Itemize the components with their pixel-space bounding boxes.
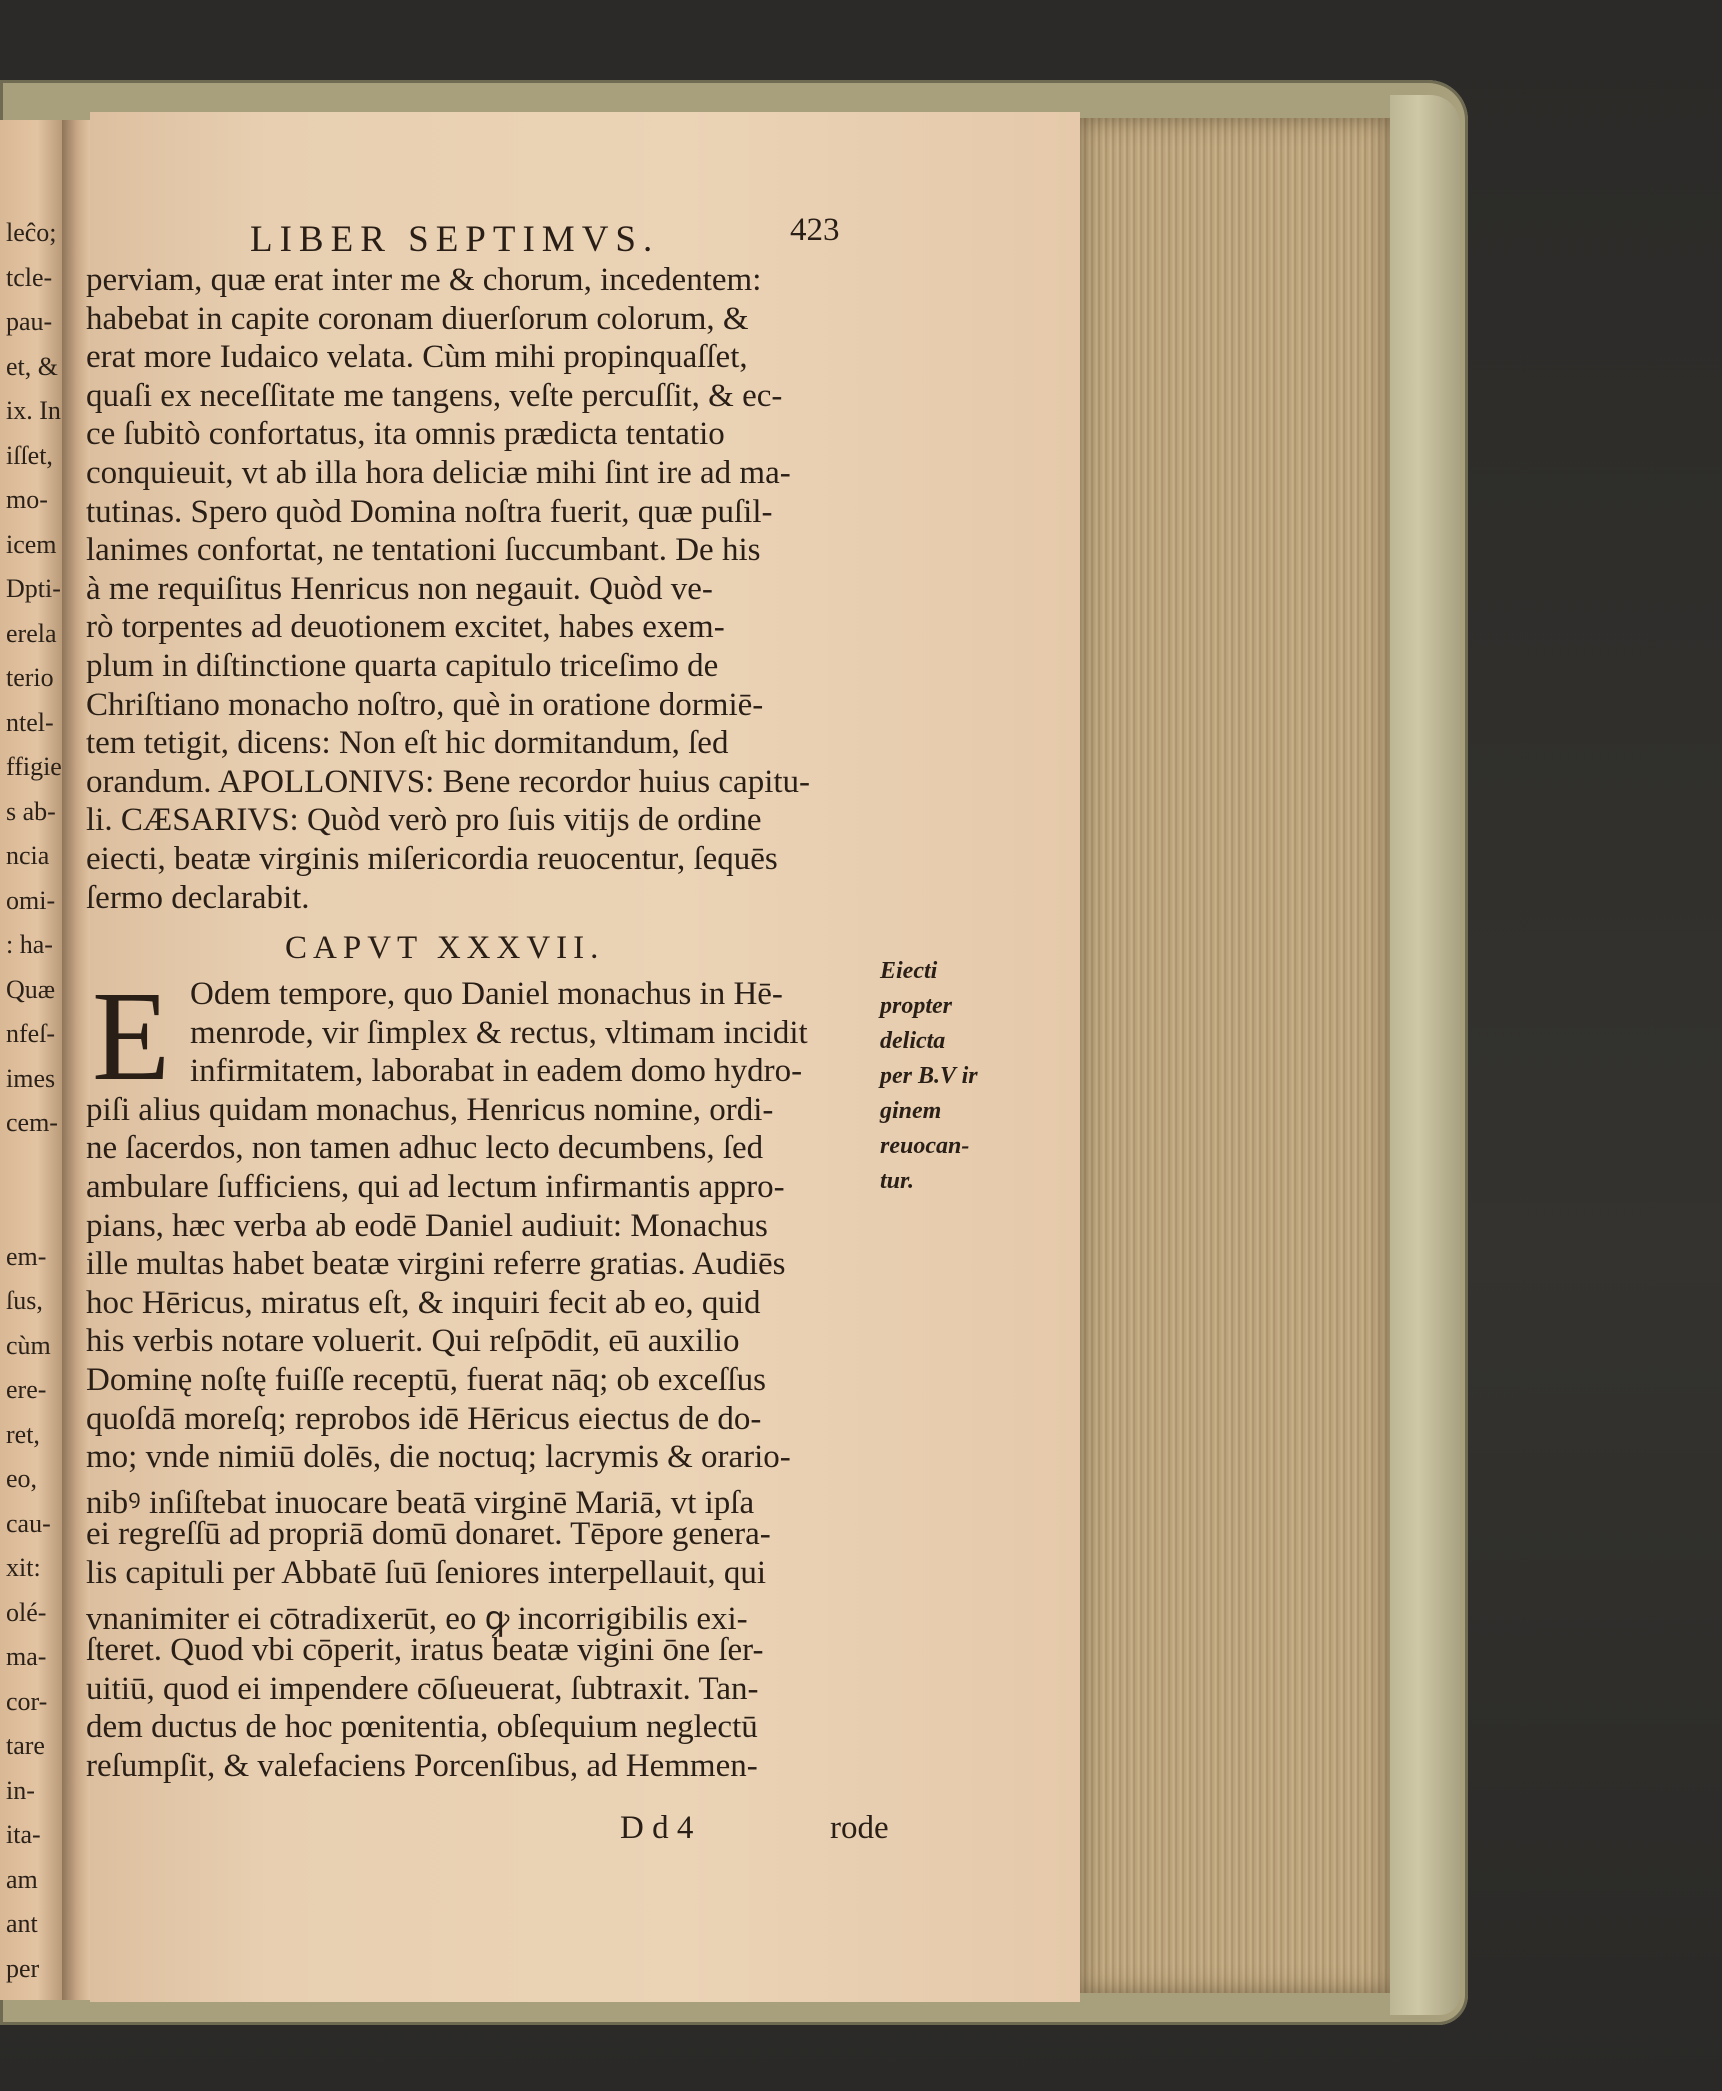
chapter-line: lis capituli per Abbatē ſuū ſeniores interpellauit, qui xyxy=(86,1555,766,1591)
chapter-heading: CAPVT XXXVII. xyxy=(285,930,605,966)
left-page-line: ere- xyxy=(6,1375,47,1404)
chapter-line: ei regreſſū ad propriā domū donaret. Tēpore genera- xyxy=(86,1516,771,1553)
marginal-note-line: reuocan- xyxy=(880,1133,970,1159)
left-page-line: ncia xyxy=(6,841,50,870)
chapter-line: his verbis notare voluerit. Qui reſpōdit, eū auxilio xyxy=(86,1323,740,1360)
left-page-line: icem xyxy=(6,529,57,559)
left-page-line: ffigie xyxy=(6,752,62,781)
left-page-line: Quæ xyxy=(6,974,56,1004)
chapter-line: vnanimiter ei cōtradixerūt, eo ꝙ incorrigibilis exi- xyxy=(86,1600,748,1637)
chapter-line: uitiū, quod ei impendere cōſueuerat, ſubtraxit. Tan- xyxy=(86,1670,759,1707)
left-page-line: leĉo; xyxy=(6,218,57,247)
drop-cap: E xyxy=(92,965,171,1107)
left-page-line: imes xyxy=(6,1063,56,1093)
chapter-line: menrode, vir ſimplex & rectus, vltimam incidit xyxy=(190,1014,808,1051)
left-page-line: olé- xyxy=(6,1597,47,1627)
left-page-line: ſus, xyxy=(6,1286,43,1315)
left-page-line: am xyxy=(6,1864,38,1894)
left-page-line: mo- xyxy=(6,485,48,514)
marginal-note-line: tur. xyxy=(880,1168,915,1194)
marginal-note-line: per B.V ir xyxy=(880,1063,978,1089)
left-page-line: ret, xyxy=(6,1419,40,1449)
body-line: lanimes confortat, ne tentationi ſuccumbant. De his xyxy=(86,532,761,569)
left-page-line: eo, xyxy=(6,1464,38,1493)
marginal-note-line: ginem xyxy=(880,1098,942,1124)
chapter-line: ne ſacerdos, non tamen adhuc lecto decumbens, ſed xyxy=(86,1130,764,1167)
chapter-line: dem ductus de hoc pœnitentia, obſequium neglectū xyxy=(86,1709,758,1746)
left-page-line: ix. In xyxy=(6,396,61,425)
left-page-line: erela xyxy=(6,618,57,648)
left-page-line: terio xyxy=(6,663,54,692)
left-page xyxy=(0,120,65,2000)
body-line: orandum. APOLLONIVS: Bene recordor huius capitu- xyxy=(86,763,811,800)
running-header: LIBER SEPTIMVS. xyxy=(250,219,660,260)
signature-mark: D d 4 xyxy=(620,1810,694,1846)
body-line: plum in diſtinctione quarta capitulo triceſimo de xyxy=(86,648,719,684)
body-line: tutinas. Spero quòd Domina noſtra fuerit, quæ puſil- xyxy=(86,493,773,530)
left-page-line: cem- xyxy=(6,1108,58,1137)
marginal-note-line: propter xyxy=(880,993,952,1019)
left-page-line: xit: xyxy=(6,1553,41,1582)
left-page-line: ma- xyxy=(6,1642,47,1671)
catchword: rode xyxy=(830,1810,889,1846)
body-line: à me requiſitus Henricus non negauit. Quòd ve- xyxy=(86,570,713,607)
chapter-line: infirmitatem, laborabat in eadem domo hydro- xyxy=(190,1053,803,1090)
body-line: eiecti, beatæ virginis miſericordia reuocentur, ſequēs xyxy=(86,841,778,877)
body-line: Chriſtiano monacho noſtro, què in oratione dormiē- xyxy=(86,686,764,723)
left-page-line: per xyxy=(6,1953,40,1983)
chapter-line: mo; vnde nimiū dolēs, die noctuq; lacrymis & orario- xyxy=(86,1439,791,1476)
body-line: quaſi ex neceſſitate me tangens, veſte percuſſit, & ec- xyxy=(86,377,783,414)
body-line: tem tetigit, dicens: Non eſt hic dormitandum, ſed xyxy=(86,725,729,762)
page-number: 423 xyxy=(790,212,840,248)
left-page-line: ntel- xyxy=(6,707,54,737)
body-line: habebat in capite coronam diuerſorum colorum, & xyxy=(86,300,749,337)
left-page-line: in- xyxy=(6,1775,35,1805)
left-page-line: cùm xyxy=(6,1330,51,1360)
chapter-line: quoſdā moreſq; reprobos idē Hēricus eiectus de do- xyxy=(86,1400,762,1437)
page-edges xyxy=(1080,118,1390,1993)
chapter-line: Dominę noſtę fuiſſe receptū, fuerat nāq; ob exceſſus xyxy=(86,1362,766,1398)
left-page-line: ant xyxy=(6,1909,38,1938)
chapter-line: ſteret. Quod vbi cōperit, iratus beatæ vigini ōne ſer- xyxy=(86,1632,764,1669)
left-page-line: em- xyxy=(6,1241,47,1271)
left-page-line: tcle- xyxy=(6,262,53,292)
left-page-line: iſſet, xyxy=(6,440,53,470)
chapter-line: ille multas habet beatæ virgini referre gratias. Audiēs xyxy=(86,1246,786,1283)
left-page-line: omi- xyxy=(6,885,56,915)
chapter-line: nibꝰ inſiſtebat inuocare beatā virginē Mariā, vt ipſa xyxy=(86,1484,755,1521)
left-page-line: tare xyxy=(6,1731,45,1760)
chapter-line: hoc Hēricus, miratus eſt, & inquiri fecit ab eo, quid xyxy=(86,1284,761,1321)
left-page-line: pau- xyxy=(6,307,53,336)
chapter-line: pians, hæc verba ab eodē Daniel audiuit: Monachus xyxy=(86,1207,768,1244)
left-page-line: nfeſ- xyxy=(6,1019,56,1048)
body-line: conquieuit, vt ab illa hora deliciæ mihi ſint ire ad ma- xyxy=(86,455,791,491)
left-page-line: Dpti- xyxy=(6,574,61,603)
body-line: erat more Iudaico velata. Cùm mihi propinquaſſet, xyxy=(86,339,748,376)
body-line: perviam, quæ erat inter me & chorum, incedentem: xyxy=(86,262,762,298)
left-page-line: cor- xyxy=(6,1686,48,1716)
body-line: li. CÆSARIVS: Quòd verò pro ſuis vitijs de ordine xyxy=(86,802,762,839)
left-page-line: s ab- xyxy=(6,796,56,826)
body-line: rò torpentes ad deuotionem excitet, habes exem- xyxy=(86,609,725,646)
chapter-line: reſumpſit, & valefaciens Porcenſibus, ad Hemmen- xyxy=(86,1748,758,1784)
left-page-line: ita- xyxy=(6,1820,41,1849)
left-page-line: cau- xyxy=(6,1508,51,1538)
body-line: ſermo declarabit. xyxy=(86,879,310,916)
body-line: ce ſubitò confortatus, ita omnis prædicta tentatio xyxy=(86,416,725,453)
chapter-line: piſi alius quidam monachus, Henricus nomine, ordi- xyxy=(86,1091,774,1128)
left-page-line: : ha- xyxy=(6,930,53,959)
left-page-line: et, & xyxy=(6,351,58,381)
marginal-note-line: Eiecti xyxy=(880,958,938,984)
marginal-note-line: delicta xyxy=(880,1028,946,1054)
chapter-line: Odem tempore, quo Daniel monachus in Hē- xyxy=(190,976,783,1012)
chapter-line: ambulare ſufficiens, qui ad lectum infirmantis appro- xyxy=(86,1169,785,1205)
cover-board xyxy=(1390,95,1460,2015)
